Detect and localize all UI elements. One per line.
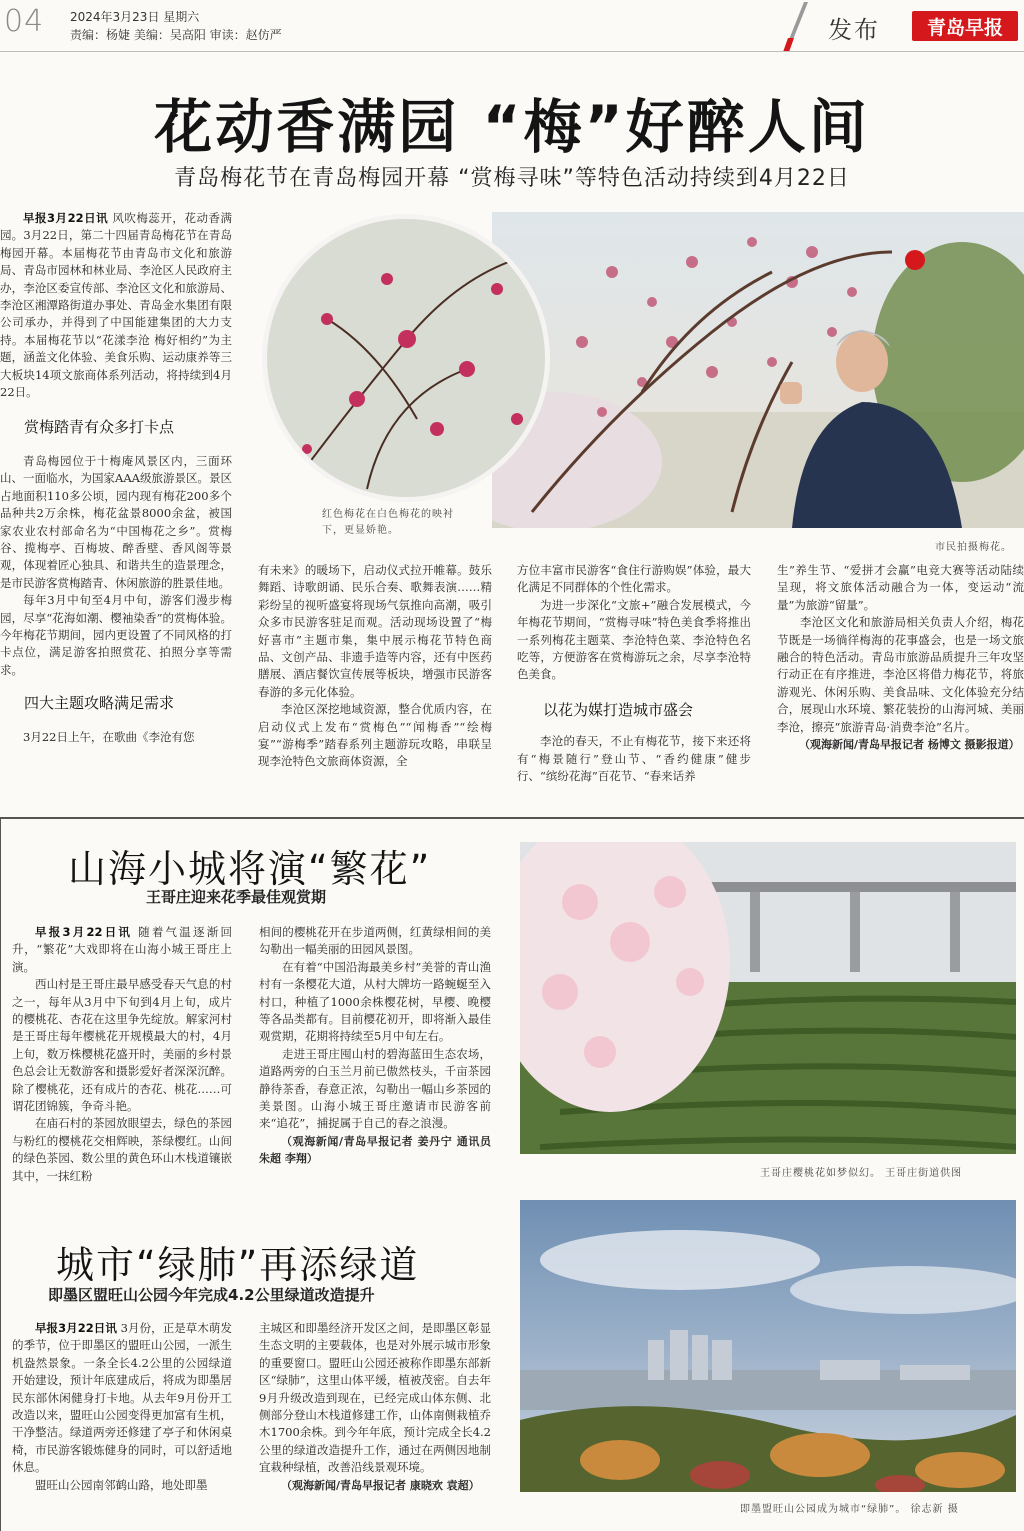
lead-column-2 — [258, 562, 492, 794]
editor-credits: 责编：杨婕 美编：吴高阳 审读：赵仿严 — [70, 28, 282, 42]
caption-citizen-photo: 市民拍摄梅花。 — [935, 542, 1012, 553]
photo-citizen-photographing-plum — [492, 212, 1024, 528]
photo-red-plum-circle — [262, 214, 550, 502]
story2-subheadline: 王哥庄迎来花季最佳观赏期 — [146, 888, 327, 906]
lead-col3-text-c: 李沧的春天，不止有梅花节，接下来还将有“梅景随行”登山节、“香约健康”健步行、“缤纷花海”百花节、“春来话养 — [517, 734, 751, 784]
caption-red-plum: 红色梅花在白色梅花的映衬下，更显娇艳。 — [322, 509, 454, 536]
dateline: 早报3月22日讯 — [23, 211, 109, 225]
story2-text-2: 西山村是王哥庄最早感受春天气息的村之一，每年从3月中下旬到4月上旬，成片的樱桃花、杏花在这里争先绽放。解家河村是王哥庄每年樱桃花开规模最大的村，4月上旬，数万株樱桃花盛开时，美丽的乡村景色总会让无数游客和摄影爱好者深深沉醉。除了樱桃花，还有成片的杏花、桃花……可谓花团锦簇，争奇斗艳。 — [12, 977, 232, 1114]
section-label: 发布 — [828, 16, 880, 44]
page-number: 04 — [4, 4, 45, 39]
story2-text-1: 随着气温逐渐回升，“繁花”大戏即将在山海小城王哥庄上演。 — [12, 925, 232, 974]
subhead-plum-viewing: 赏梅踏青有众多打卡点 — [24, 418, 175, 437]
section-divider — [0, 817, 1024, 819]
header-rule — [0, 51, 1024, 52]
story3-text-3: 主城区和即墨经济开发区之间，是即墨区彰显生态文明的主要载体，也是对外展示城市形象的重要窗口。盟旺山公园还被称作即墨东部新区“绿肺”，这里山体平缓，植被茂密。自去年9月升级改造到现在，已经完成山体东侧、北侧部分登山木栈道修建工作，山体南侧栽植乔木1700余株。到今年年底，预计完成全长4.2公里的绿道改造提升工作，通过在两侧因地制宜栽种绿植，改善沿线景观环境。 — [259, 1321, 491, 1475]
lead-column-3 — [517, 562, 751, 794]
lead-col3-text-a: 方位丰富市民游客“食住行游购娱”体验，最大化满足不同群体的个性化需求。 — [517, 563, 751, 595]
story3-subheadline: 即墨区盟旺山公园今年完成4.2公里绿道改造提升 — [48, 1286, 375, 1304]
lead-paragraph-3: 3月22日上午，在歌曲《李沧有您 — [23, 729, 195, 744]
subhead-four-themes: 四大主题攻略满足需求 — [24, 694, 175, 713]
issue-date: 2024年3月23日 星期六 — [70, 10, 200, 24]
story3-text-2: 盟旺山公园南邻鹤山路，地处即墨 — [35, 1477, 208, 1492]
lead-col4-text-a: 生”养生节、“爱拼才会赢”电竞大赛等活动陆续呈现，将文旅体活动融合为一体，变运动“流量”为旅游“留量”。 — [777, 563, 1024, 612]
story3-text-1: 3月份，正是草木萌发的季节，位于即墨区的盟旺山公园，一派生机盎然景象。一条全长4.2公里的公园绿道开始建设，预计年底建成后，将成为即墨居民东部休闲健身打卡地。从去年9月份开工改造以来，盟旺山公园变得更加富有生机，干净整洁。绿道两旁还修建了亭子和休闲桌椅，市民游客锻炼健身的同时，可以舒适地休息。 — [12, 1321, 232, 1475]
lead-paragraph-1: 青岛梅园位于十梅庵风景区内，三面环山、一面临水，为国家AAA级旅游景区。景区占地面积110多公顷，园内现有梅花200多个品种共2万余株，梅花盆景8000余盆，被国家农业农村部命名为“中国梅花之乡”。赏梅谷、揽梅亭、百梅坡、醉香壁、香风阁等景观，体现着匠心独具、和谐共生的造景理念，是市民游客赏梅踏青、休闲旅游的胜景佳地。 — [0, 453, 232, 590]
lead-paragraph-2: 每年3月中旬至4月中旬，游客们漫步梅园，尽享“花海如潮、樱袖染香”的赏梅体验。今年梅花节期间，园内更设置了不同风格的打卡点位，满足游客拍照赏花、拍照分享等需求。 — [0, 593, 232, 677]
photo-mengwang-mountain-park — [520, 1200, 1016, 1492]
story2-column-1 — [12, 924, 232, 1206]
story3-dateline: 早报3月22日讯 — [35, 1321, 117, 1335]
lead-intro-text: 风吹梅蕊开，花动香满园。3月22日，第二十四届青岛梅花节在青岛梅园开幕。本届梅花节由青岛市文化和旅游局、青岛市园林和林业局、李沧区人民政府主办，李沧区委宣传部、李沧区文化和旅游局、李沧区湘潭路街道办事处、青岛金水集团有限公司承办，并得到了中国能建集团的大力支持。本届梅花节以“花漾李沧 梅好相约”为主题，涵盖文化体验、美食乐购、运动康养等三大板块14项文旅商体系列活动，将持续到4月22日。 — [0, 211, 232, 400]
subhead-city-festival: 以花为媒打造城市盛会 — [543, 700, 694, 719]
lead-subheadline: 青岛梅花节在青岛梅园开幕 “赏梅寻味”等特色活动持续到4月22日 — [174, 166, 850, 191]
story3-column-1 — [12, 1320, 232, 1520]
story3-caption: 即墨盟旺山公园成为城市“绿肺”。 徐志新 摄 — [740, 1504, 959, 1515]
header-slash-ornament — [782, 2, 822, 52]
story3-column-2 — [259, 1320, 491, 1520]
story2-column-2 — [259, 924, 491, 1206]
story2-headline: 山海小城将演“繁花” — [68, 847, 432, 891]
story2-text-3: 在庙石村的茶园放眼望去，绿色的茶园与粉红的樱桃花交相辉映，茶绿樱红。山间的绿色茶园、数公里的黄色环山木栈道镶嵌其中，一抹红粉 — [12, 1116, 232, 1183]
lead-col2-text-a: 有未来》的暖场下，启动仪式拉开帷幕。鼓乐舞蹈、诗歌朗诵、民乐合奏、歌舞表演……精彩纷呈的视听盛宴将现场气氛推向高潮，吸引众多市民游客驻足而观。活动现场设置了“梅好喜市”主题市集，集中展示梅花节特色商品、文创产品、非遗手造等内容，还有中医药膳展、酒店餐饮宣传展等板块，增强市民游客春游的多元化体验。 — [258, 563, 492, 699]
photo-cherry-blossom-tea-garden — [520, 842, 1016, 1154]
lead-col3-text-b: 为进一步深化“文旅+”融合发展模式，今年梅花节期间，“赏梅寻味”特色美食季将推出一系列梅花主题菜、李沧特色菜、李沧特色名吃等，方便游客在赏梅游玩之余，尽享李沧特色美食。 — [517, 597, 751, 682]
story2-byline: （观海新闻/青岛早报记者 姜丹宁 通讯员 朱超 李翔） — [259, 1134, 491, 1166]
story2-left-rule — [0, 817, 1, 1531]
story2-text-4: 相间的樱桃花开在步道两侧，红黄绿相间的美勾勒出一幅美丽的田园风景图。 — [259, 925, 491, 957]
lead-column-1 — [0, 210, 232, 810]
story3-headline: 城市“绿肺”再添绿道 — [56, 1243, 420, 1287]
lead-byline: （观海新闻/青岛早报记者 杨博文 摄影报道） — [799, 738, 1020, 752]
lead-headline: 花动香满园 “梅”好醉人间 — [154, 93, 870, 161]
lead-col4-text-b: 李沧区文化和旅游局相关负责人介绍，梅花节既是一场徜徉梅海的花事盛会，也是一场文旅融合的特色活动。青岛市旅游品质提升三年攻坚行动正在有序推进，李沧区将借力梅花节，将旅游观光、休闲乐购、美食品味、文化体验充分结合，展现山水环境、繁花装扮的山海河城、美丽李沧，擦亮“旅游青岛·消费李沧”名片。 — [777, 615, 1024, 734]
story2-text-5: 在有着“中国沿海最美乡村”美誉的青山渔村有一条樱花大道，从村大牌坊一路蜿蜒至入村口，种植了1000余株樱花树，早樱、晚樱等各品类都有。目前樱花初开，即将渐入最佳观赏期，花期将持续至5月中旬左右。 — [259, 959, 491, 1044]
newspaper-logo: 青岛早报 — [912, 11, 1018, 41]
lead-column-4 — [777, 562, 1024, 794]
story2-dateline: 早报3月22日讯 — [35, 925, 133, 939]
story2-text-6: 走进王哥庄囤山村的碧海蓝田生态农场，道路两旁的白玉兰月前已傲然枝头，千亩茶园静待茶香，春意正浓，勾勒出一幅山乡茶园的美景图。山海小城王哥庄邀请市民游客前来“追花”，捕捉属于自己的春之浪漫。 — [259, 1046, 491, 1131]
story2-caption: 王哥庄樱桃花如梦似幻。 王哥庄街道供图 — [760, 1168, 963, 1179]
story3-byline: （观海新闻/青岛早报记者 康晓欢 袁超） — [281, 1478, 480, 1492]
lead-col2-text-b: 李沧区深挖地域资源，整合优质内容，在启动仪式上发布“赏梅色”“闻梅香”“绘梅宴”“游梅季”踏春系列主题游玩攻略，串联呈现李沧特色文旅商体资源，全 — [258, 702, 492, 769]
